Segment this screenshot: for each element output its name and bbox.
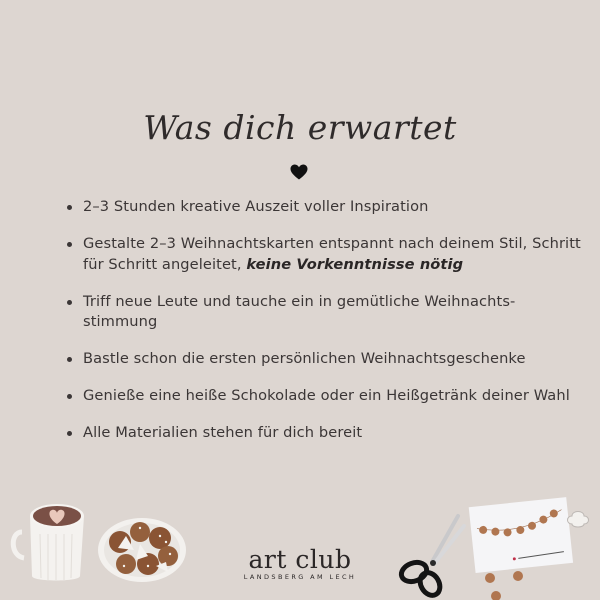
list-item: Gestalte 2–3 Weihnachtskarten entspannt nach deinem Stil, Schritt für Schritt angeleitet, keine Vorkenntnisse nötig [66,234,586,275]
bullet-icon [67,431,72,436]
list-item: Bastle schon die ersten persönlichen Weihnachtsgeschenke [66,349,586,370]
list-item: 2–3 Stunden kreative Auszeit voller Inspiration [66,197,586,218]
list-item: Genieße eine heiße Schokolade oder ein Heißgetränk deiner Wahl [66,386,586,407]
logo-location: LANDSBERG AM LECH [243,573,357,581]
hot-chocolate-mug-image [8,494,90,590]
art-club-logo [230,545,370,581]
scissors-image [396,510,468,598]
list-item: Triff neue Leute und tauche ein in gemütliche Weihnachts-stimmung [66,292,586,333]
emphasis-text: keine Vorkenntnisse nötig [246,255,464,273]
bullet-icon [67,394,72,399]
gingerbread-cutouts-image [480,500,600,600]
bullet-icon [67,300,72,305]
feature-list [66,197,586,460]
page-title: Was dich erwartet [143,108,457,147]
gingerbread-cookies-plate-image [96,514,188,584]
heart-icon [290,164,308,180]
logo-name: art club [248,545,352,574]
list-item: Alle Materialien stehen für dich bereit [66,423,586,444]
bullet-icon [67,205,72,210]
bullet-icon [67,242,72,247]
bullet-icon [67,357,72,362]
